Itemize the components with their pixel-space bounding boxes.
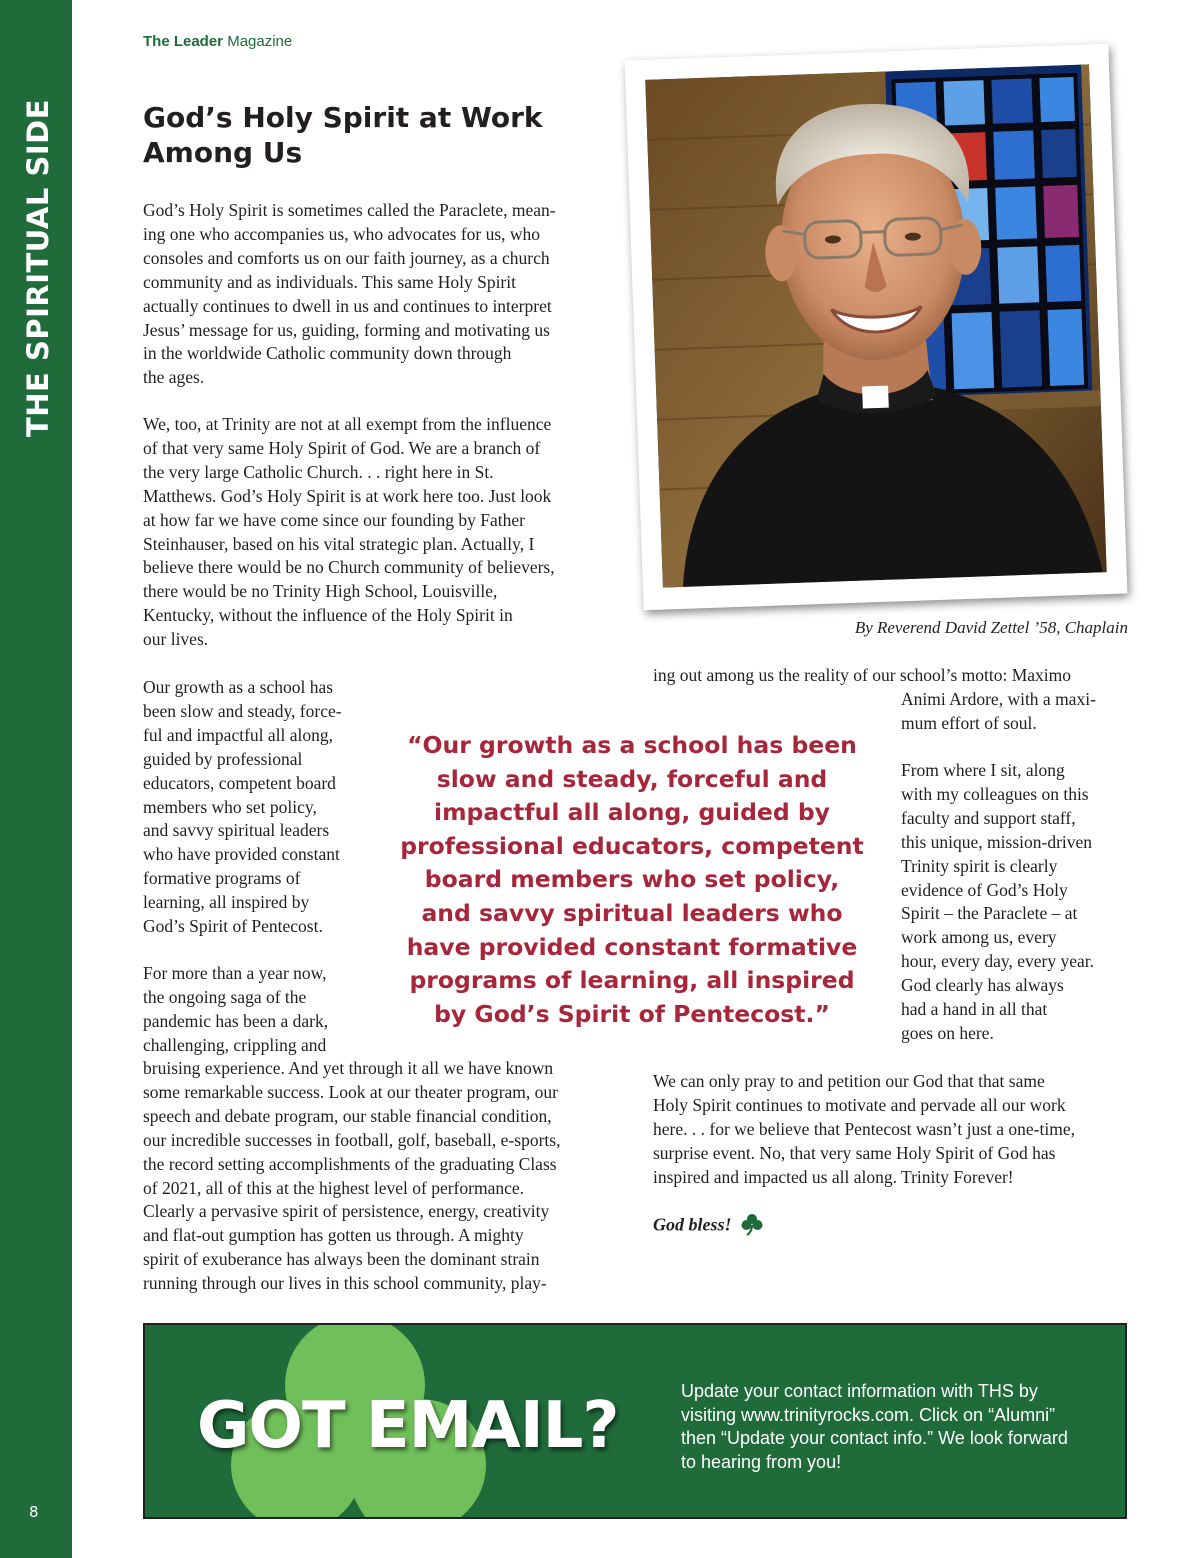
text-line: formative programs of bbox=[143, 868, 301, 889]
paragraph-5-first-line-text: ing out among us the reality of our school’s motto: Maximo bbox=[653, 665, 1072, 685]
text-line: at how far we have come since our founding by Father bbox=[143, 509, 525, 530]
text-line: evidence of God’s Holy bbox=[901, 879, 1068, 900]
text-line: in the worldwide Catholic community down through bbox=[143, 343, 512, 364]
text-line: Spirit – the Paraclete – at bbox=[901, 903, 1078, 924]
text-line: this unique, mission-driven bbox=[901, 831, 1093, 852]
portrait-photo-icon bbox=[645, 64, 1106, 587]
text-line: ful and impactful all along, bbox=[143, 724, 334, 745]
text-line: been slow and steady, force- bbox=[143, 700, 342, 721]
headline-line-2: Among Us bbox=[143, 136, 303, 169]
text-line: pandemic has been a dark, bbox=[143, 1010, 329, 1031]
masthead-brand: The Leader bbox=[143, 33, 224, 50]
paragraph-3 bbox=[143, 676, 342, 939]
paragraph-4-top bbox=[143, 962, 328, 1058]
text-line: had a hand in all that bbox=[901, 999, 1048, 1020]
text-line: Our growth as a school has bbox=[143, 677, 334, 697]
text-line: members who set policy, bbox=[143, 796, 317, 817]
text-line: actually continues to dwell in us and continues to interpret bbox=[143, 295, 552, 316]
section-title: THE SPIRITUAL SIDE bbox=[21, 98, 55, 438]
headline-line-1: God’s Holy Spirit at Work bbox=[143, 101, 543, 134]
paragraph-5-first-line bbox=[653, 664, 1071, 688]
text-line: and savvy spiritual leaders bbox=[143, 820, 330, 841]
article-headline bbox=[143, 100, 603, 170]
text-line: Jesus’ message for us, guiding, forming and motivating us bbox=[143, 319, 550, 340]
text-line: our lives. bbox=[143, 629, 209, 650]
page-number: 8 bbox=[29, 1503, 39, 1521]
sidebar bbox=[0, 0, 72, 1558]
text-line: believe there would be no Church community of believers, bbox=[143, 557, 555, 578]
text-line: Matthews. God’s Holy Spirit is at work here too. Just look bbox=[143, 485, 552, 506]
text-line: the ongoing saga of the bbox=[143, 986, 307, 1007]
text-line: have provided constant formative bbox=[406, 932, 858, 961]
paragraph-7 bbox=[653, 1070, 1075, 1190]
text-line: educators, competent board bbox=[143, 772, 336, 793]
text-line: For more than a year now, bbox=[143, 963, 327, 983]
text-line: spirit of exuberance has always been the dominant strain bbox=[143, 1249, 540, 1270]
sign-off bbox=[653, 1212, 764, 1241]
text-line: Kentucky, without the influence of the Holy Spirit in bbox=[143, 605, 513, 626]
shamrock-icon bbox=[740, 1212, 764, 1241]
portrait-photo-frame bbox=[625, 44, 1128, 611]
text-line: speech and debate program, our stable financial condition, bbox=[143, 1105, 552, 1126]
text-line: there would be no Trinity High School, Louisville, bbox=[143, 581, 498, 602]
text-line: faculty and support staff, bbox=[901, 807, 1076, 828]
pull-quote bbox=[378, 729, 886, 1031]
text-line: God’s Holy Spirit is sometimes called the Paraclete, mean- bbox=[143, 200, 556, 220]
text-line: by God’s Spirit of Pentecost.” bbox=[434, 999, 830, 1028]
text-line: of 2021, all of this at the highest level of performance. bbox=[143, 1177, 524, 1198]
text-line: guided by professional bbox=[143, 748, 303, 769]
text-line: slow and steady, forceful and bbox=[436, 764, 828, 793]
text-line: surprise event. No, that very same Holy Spirit of God has bbox=[653, 1142, 1056, 1163]
paragraph-2 bbox=[143, 413, 555, 652]
text-line: to hearing from you! bbox=[681, 1451, 842, 1472]
text-line: with my colleagues on this bbox=[901, 783, 1089, 804]
text-line: our incredible successes in football, golf, baseball, e-sports, bbox=[143, 1129, 561, 1150]
text-line: goes on here. bbox=[901, 1022, 994, 1043]
text-line: the ages. bbox=[143, 367, 205, 388]
text-line: Holy Spirit continues to motivate and pervade all our work bbox=[653, 1094, 1066, 1115]
text-line: ing one who accompanies us, who advocates for us, who bbox=[143, 223, 541, 244]
text-line: “Our growth as a school has been bbox=[407, 731, 857, 759]
masthead-suffix: Magazine bbox=[227, 33, 293, 50]
text-line: hour, every day, every year. bbox=[901, 951, 1095, 972]
text-line: consoles and comforts us on our faith journey, as a church bbox=[143, 247, 550, 268]
text-line: bruising experience. And yet through it all we have known bbox=[143, 1058, 554, 1078]
byline: By Reverend David Zettel ’58, Chaplain bbox=[854, 618, 1128, 637]
text-line: then “Update your contact info.” We look forward bbox=[681, 1428, 1068, 1448]
text-line: Steinhauser, based on his vital strategic plan. Actually, I bbox=[143, 533, 535, 554]
text-line: Animi Ardore, with a maxi- bbox=[901, 689, 1096, 709]
text-line: challenging, crippling and bbox=[143, 1034, 327, 1055]
text-line: community and as individuals. This same Holy Spirit bbox=[143, 271, 516, 292]
text-line: who have provided constant bbox=[143, 844, 340, 865]
sign-off-text: God bless! bbox=[653, 1214, 732, 1235]
text-line: inspired and impacted us all along. Trinity Forever! bbox=[653, 1166, 1014, 1187]
masthead bbox=[143, 33, 292, 50]
text-line: impactful all along, guided by bbox=[434, 798, 830, 827]
text-line: God clearly has always bbox=[901, 975, 1064, 996]
text-line: of that very same Holy Spirit of God. We are a branch of bbox=[143, 437, 541, 458]
text-line: Clearly a pervasive spirit of persistence, energy, creativity bbox=[143, 1201, 550, 1222]
text-line: learning, all inspired by bbox=[143, 892, 310, 913]
text-line: From where I sit, along bbox=[901, 760, 1065, 780]
banner-text bbox=[681, 1380, 1101, 1474]
paragraph-1 bbox=[143, 199, 556, 390]
text-line: We, too, at Trinity are not at all exempt from the influence bbox=[143, 414, 552, 434]
text-line: running through our lives in this school community, play- bbox=[143, 1273, 547, 1294]
text-line: the very large Catholic Church. . . right here in St. bbox=[143, 461, 494, 482]
text-line: the record setting accomplishments of the graduating Class bbox=[143, 1153, 557, 1174]
text-line: programs of learning, all inspired bbox=[409, 966, 855, 995]
text-line: Trinity spirit is clearly bbox=[901, 855, 1058, 876]
text-line: mum effort of soul. bbox=[901, 712, 1037, 733]
text-line: Update your contact information with THS by bbox=[681, 1381, 1038, 1401]
email-banner bbox=[143, 1323, 1127, 1519]
banner-headline: GOT EMAIL? bbox=[197, 1389, 619, 1463]
text-line: board members who set policy, bbox=[424, 865, 840, 894]
portrait-photo bbox=[645, 64, 1106, 587]
text-line: visiting www.trinityrocks.com. Click on “Alumni” bbox=[681, 1404, 1056, 1425]
text-line: God’s Spirit of Pentecost. bbox=[143, 916, 323, 937]
text-line: We can only pray to and petition our God that that same bbox=[653, 1071, 1045, 1091]
text-line: work among us, every bbox=[901, 927, 1057, 948]
paragraph-4-bottom bbox=[143, 1057, 560, 1296]
text-line: some remarkable success. Look at our theater program, our bbox=[143, 1081, 558, 1102]
text-line: professional educators, competent bbox=[400, 831, 864, 860]
paragraph-6 bbox=[901, 759, 1094, 1046]
text-line: and savvy spiritual leaders who bbox=[421, 898, 843, 927]
text-line: here. . . for we believe that Pentecost wasn’t just a one-time, bbox=[653, 1118, 1075, 1139]
paragraph-5-rest bbox=[901, 688, 1096, 736]
text-line: and flat-out gumption has gotten us through. A mighty bbox=[143, 1225, 524, 1246]
